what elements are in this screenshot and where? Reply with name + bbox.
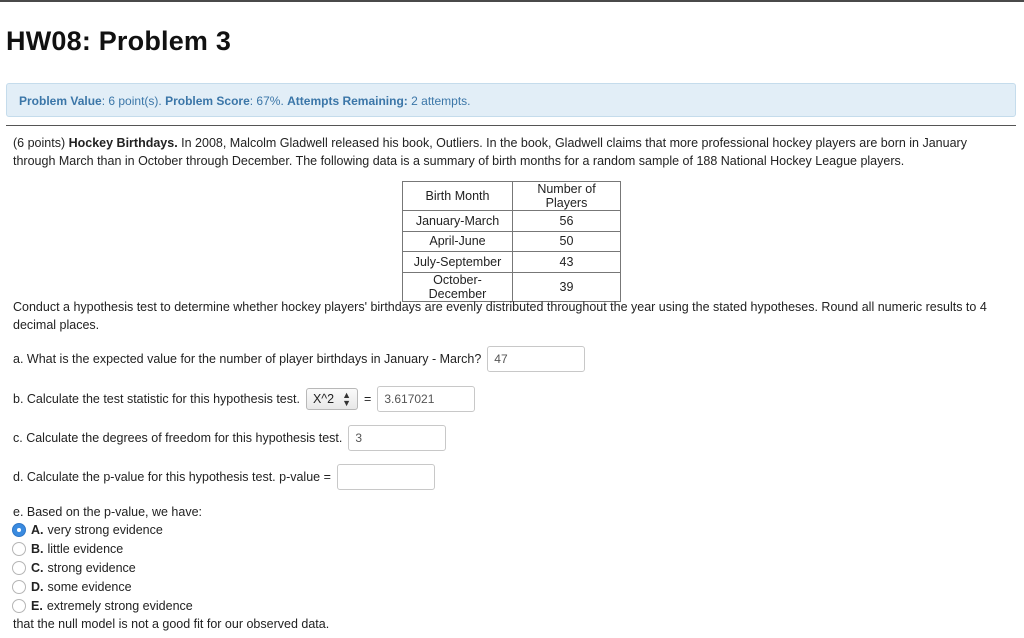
birth-month-table	[402, 181, 621, 302]
page-title: HW08: Problem 3	[6, 26, 232, 56]
table-cell: 43	[513, 252, 621, 273]
degrees-of-freedom-input[interactable]: 3	[348, 425, 446, 451]
problem-statement	[13, 134, 1003, 170]
attempts-label: Attempts Remaining:	[287, 94, 408, 108]
attempts-remaining: 2 attempts.	[407, 94, 471, 108]
option-c[interactable]	[12, 561, 136, 575]
option-letter: A.	[31, 523, 44, 537]
table-header: Number of Players	[513, 182, 621, 211]
table-cell: January-March	[403, 211, 513, 232]
option-letter: D.	[31, 580, 44, 594]
radio-icon[interactable]	[12, 561, 26, 575]
problem-topic: Hockey Birthdays.	[68, 136, 178, 150]
table-row	[403, 272, 621, 301]
question-a-label: a. What is the expected value for the number of player birthdays in January - March?	[13, 352, 482, 366]
option-text: strong evidence	[47, 561, 136, 575]
select-arrows-icon: ▲ ▼	[342, 390, 352, 408]
question-e-tail: that the null model is not a good fit for our observed data.	[13, 617, 330, 631]
table-row	[403, 211, 621, 232]
option-letter: B.	[31, 542, 44, 556]
table-cell: July-September	[403, 252, 513, 273]
table-row	[403, 252, 621, 273]
option-a[interactable]	[12, 523, 163, 537]
table-cell: 56	[513, 211, 621, 232]
question-a	[13, 346, 585, 372]
table-cell: 50	[513, 231, 621, 252]
p-value-input[interactable]	[337, 464, 435, 490]
question-c	[13, 425, 446, 451]
divider	[6, 125, 1016, 126]
table-header: Birth Month	[403, 182, 513, 211]
table-row	[403, 231, 621, 252]
question-d-label: d. Calculate the p-value for this hypothesis test. p-value =	[13, 470, 331, 484]
radio-icon[interactable]	[12, 542, 26, 556]
problem-score-label: Problem Score	[165, 94, 250, 108]
option-text: some evidence	[47, 580, 132, 594]
expected-value-input[interactable]: 47	[487, 346, 585, 372]
problem-value-label: Problem Value	[19, 94, 102, 108]
question-c-label: c. Calculate the degrees of freedom for this hypothesis test.	[13, 431, 343, 445]
option-letter: E.	[31, 599, 43, 613]
question-b	[13, 386, 475, 412]
statistic-select-value: X^2	[312, 392, 335, 406]
instructions: Conduct a hypothesis test to determine whether hockey players' birthdays are evenly distributed throughout the year using the stated hypotheses. Round all numeric results to 4 decimal places.	[13, 300, 987, 332]
option-letter: C.	[31, 561, 44, 575]
radio-icon[interactable]	[12, 580, 26, 594]
question-d	[13, 464, 435, 490]
test-statistic-input[interactable]: 3.617021	[377, 386, 475, 412]
option-b[interactable]	[12, 542, 123, 556]
problem-value: : 6 point(s).	[101, 94, 166, 108]
option-text: extremely strong evidence	[46, 599, 193, 613]
equals-sign: =	[364, 392, 372, 406]
radio-selected-icon[interactable]	[12, 523, 26, 537]
table-cell: October-December	[403, 272, 513, 301]
problem-score: : 67%.	[249, 94, 288, 108]
table-cell: April-June	[403, 231, 513, 252]
problem-text: In 2008, Malcolm Gladwell released his book, Outliers. In the book, Gladwell claims that more professional hockey players are born in January through March than in October through December. The following data is a summary of birth months for a random sample of 188 National Hockey League players.	[13, 136, 967, 168]
option-e[interactable]	[12, 599, 193, 613]
top-border	[0, 0, 1024, 2]
option-text: little evidence	[47, 542, 124, 556]
radio-icon[interactable]	[12, 599, 26, 613]
option-text: very strong evidence	[47, 523, 163, 537]
option-d[interactable]	[12, 580, 132, 594]
table-cell: 39	[513, 272, 621, 301]
question-e-label: e. Based on the p-value, we have:	[13, 505, 203, 519]
problem-points: (6 points)	[13, 136, 69, 150]
statistic-select[interactable]	[306, 388, 358, 410]
question-b-label: b. Calculate the test statistic for this hypothesis test.	[13, 392, 300, 406]
problem-info-bar	[6, 83, 1016, 117]
